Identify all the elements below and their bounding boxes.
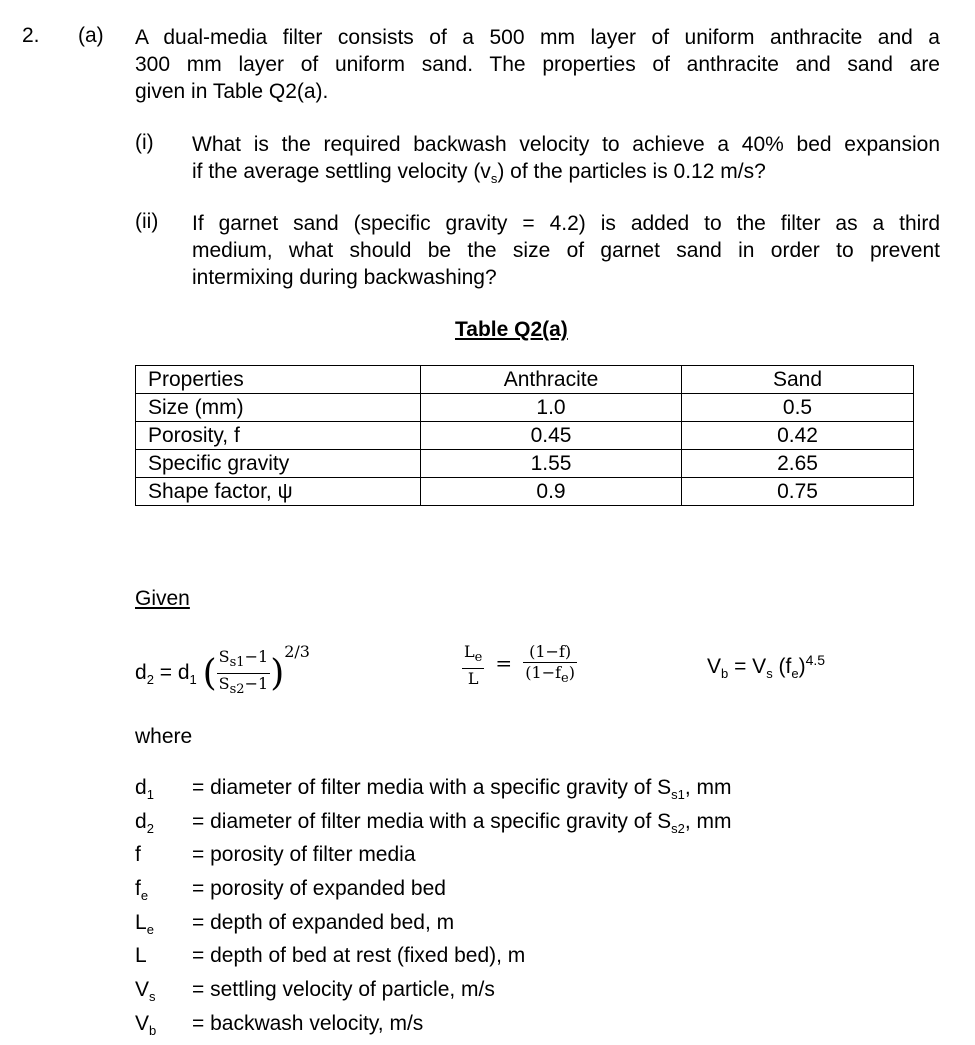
list-item: $L_e$ = depth of expanded bed, m — [135, 910, 455, 937]
table-row — [136, 450, 914, 478]
cell-sand: 2.65 — [682, 450, 914, 478]
question-number: 2. — [22, 24, 40, 47]
formula-diameter: $d_2 = d_1$ ( $\frac{S_{s1}-1}{S_{s2}-1}$ )$^{2/3}$ — [135, 642, 310, 698]
properties-table — [135, 365, 914, 506]
sub-question-ii-text — [192, 210, 940, 291]
sub-question-i-label: (i) — [135, 131, 154, 154]
sub-question-i-text — [192, 131, 940, 192]
cell-property: Porosity, f — [136, 422, 421, 450]
sub-ii-line-1: If garnet sand (specific gravity = 4.2) is added to the filter as a third — [192, 212, 940, 235]
sub-question-ii-label: (ii) — [135, 210, 159, 233]
sub-ii-line-3: intermixing during backwashing? — [192, 266, 497, 289]
list-item: $d_1$ = diameter of filter media with a specific gravity of $S_{s1}$, mm — [135, 776, 732, 803]
sub-i-line-1: What is the required backwash velocity to achieve a 40% bed expansion — [192, 133, 940, 156]
formula-backwash-velocity: $V_b = V_s$ $(f_e)^{4.5}$ — [707, 652, 826, 682]
header-properties: Properties — [136, 366, 421, 394]
list-item: $f_e$ = porosity of expanded bed — [135, 877, 446, 904]
list-item: $V_s$ = settling velocity of particle, m/s — [135, 978, 495, 1005]
cell-sand: 0.42 — [682, 422, 914, 450]
header-anthracite: Anthracite — [421, 366, 682, 394]
cell-anthracite: 1.0 — [421, 394, 682, 422]
table-header-row — [136, 366, 914, 394]
list-item: $d_2$ = diameter of filter media with a specific gravity of $S_{s2}$, mm — [135, 809, 732, 836]
where-label: where — [135, 725, 193, 748]
question-part: (a) — [78, 24, 104, 47]
cell-property: Specific gravity — [136, 450, 421, 478]
formula-bed-expansion: $\frac{L_e}{L}$ = $\frac{(1-f)}{(1-f_e)}$ — [464, 642, 575, 689]
question-intro — [135, 24, 940, 105]
table-row — [136, 422, 914, 450]
cell-anthracite: 1.55 — [421, 450, 682, 478]
cell-sand: 0.5 — [682, 394, 914, 422]
intro-line-1: A dual-media filter consists of a 500 mm layer of uniform anthracite and a — [135, 26, 940, 49]
cell-property: Shape factor, ψ — [136, 478, 421, 506]
table-row — [136, 394, 914, 422]
list-item: f = porosity of filter media — [135, 843, 416, 867]
cell-property: Size (mm) — [136, 394, 421, 422]
cell-sand: 0.75 — [682, 478, 914, 506]
cell-anthracite: 0.9 — [421, 478, 682, 506]
cell-anthracite: 0.45 — [421, 422, 682, 450]
intro-line-2: 300 mm layer of uniform sand. The properties of anthracite and sand are — [135, 53, 940, 76]
given-heading: Given — [135, 587, 190, 610]
header-sand: Sand — [682, 366, 914, 394]
list-item: L = depth of bed at rest (fixed bed), m — [135, 944, 526, 968]
intro-line-3: given in Table Q2(a). — [135, 80, 329, 103]
table-title: Table Q2(a) — [455, 318, 568, 341]
list-item: $V_b$ = backwash velocity, m/s — [135, 1011, 424, 1038]
definitions-list — [135, 775, 732, 1045]
table-row — [136, 478, 914, 506]
sub-ii-line-2: medium, what should be the size of garnet sand in order to prevent — [192, 239, 940, 262]
sub-i-line-2: if the average settling velocity $(v_s)$ of the particles is 0.12 m/s? — [192, 160, 766, 187]
